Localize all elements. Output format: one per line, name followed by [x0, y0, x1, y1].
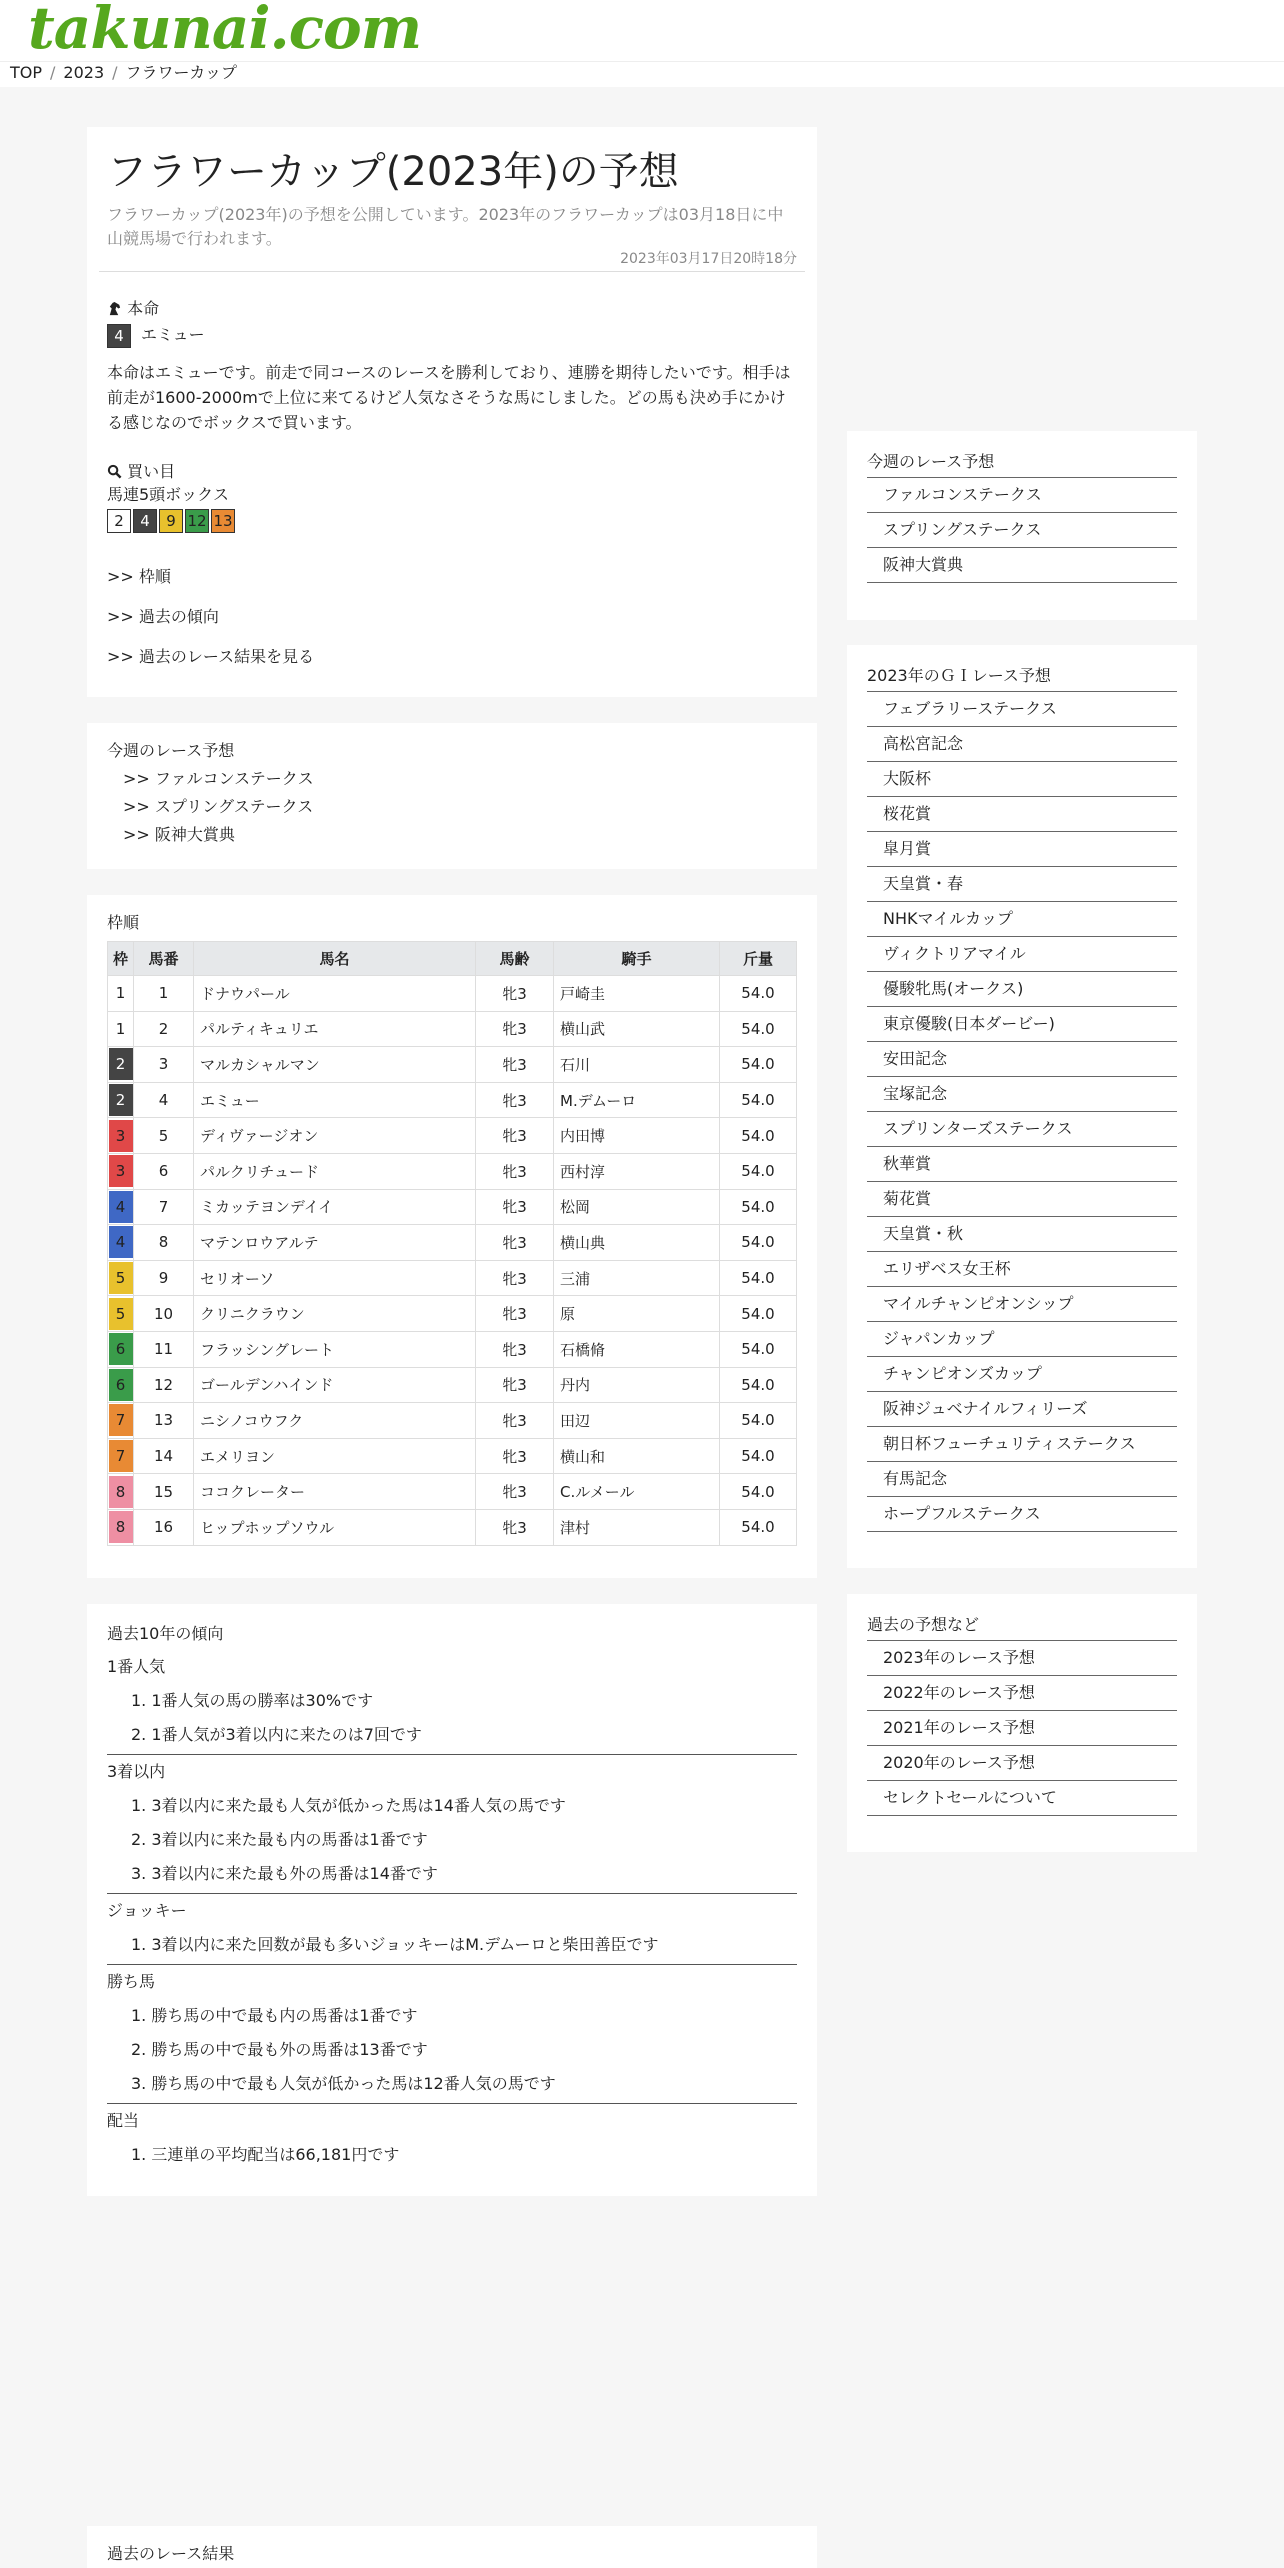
waku-cell [108, 1153, 134, 1189]
waku-badge: 3 [109, 1120, 133, 1152]
jockey-name: 石橋脩 [554, 1331, 720, 1367]
horse-name[interactable]: セリオーソ [194, 1260, 476, 1296]
kaime-number-badge: 13 [211, 509, 235, 533]
entries-table [107, 941, 797, 1546]
weight: 54.0 [720, 1296, 797, 1332]
horse-name[interactable]: ゴールデンハインド [194, 1367, 476, 1403]
sidebar-link[interactable]: 大阪杯 [867, 762, 1177, 797]
table-row [108, 1438, 797, 1474]
horse-number: 14 [134, 1438, 194, 1474]
honmei-label: 本命 [127, 299, 160, 318]
horse-number: 10 [134, 1296, 194, 1332]
sidebar-link[interactable]: ジャパンカップ [867, 1322, 1177, 1357]
table-row [108, 1509, 797, 1545]
horse-number: 11 [134, 1331, 194, 1367]
table-row [108, 1011, 797, 1047]
sidebar-link[interactable]: スプリングステークス [867, 513, 1177, 548]
horse-age: 牝3 [476, 1225, 554, 1261]
sidebar-link[interactable]: マイルチャンピオンシップ [867, 1287, 1177, 1322]
trend-heading: 勝ち馬 [107, 1972, 156, 1991]
sidebar-link[interactable]: 朝日杯フューチュリティステークス [867, 1427, 1177, 1462]
trend-item: 1. 3着以内に来た最も人気が低かった馬は14番人気の馬です [131, 1796, 566, 1815]
waku-badge: 6 [109, 1333, 133, 1365]
section-link[interactable]: >> 過去のレース結果を見る [107, 647, 315, 666]
waku-cell [108, 1260, 134, 1296]
horse-number: 6 [134, 1153, 194, 1189]
page-title: フラワーカップ(2023年)の予想 [107, 149, 679, 195]
kaime-number-badge: 4 [133, 509, 157, 533]
waku-badge: 5 [109, 1262, 133, 1294]
table-row [108, 1367, 797, 1403]
jockey-name: 西村淳 [554, 1153, 720, 1189]
waku-cell [108, 1438, 134, 1474]
table-row [108, 1260, 797, 1296]
section-link[interactable]: >> 過去の傾向 [107, 607, 219, 626]
search-icon [107, 464, 122, 479]
site-header [0, 0, 1284, 62]
sidebar-link[interactable]: 天皇賞・秋 [867, 1217, 1177, 1252]
weight: 54.0 [720, 1260, 797, 1296]
horse-age: 牝3 [476, 1331, 554, 1367]
table-row [108, 1403, 797, 1439]
table-row [108, 1189, 797, 1225]
horse-age: 牝3 [476, 1474, 554, 1510]
waku-badge: 7 [109, 1404, 133, 1436]
kaime-badges [107, 509, 797, 533]
sidebar-week-card [847, 431, 1197, 620]
trend-group [107, 1755, 797, 1894]
table-header: 馬名 [194, 942, 476, 976]
horse-name[interactable]: エメリヨン [194, 1438, 476, 1474]
trend-group [107, 1650, 797, 1755]
horse-number: 3 [134, 1047, 194, 1083]
breadcrumb-current: フラワーカップ [125, 63, 238, 82]
trend-card [87, 1604, 817, 2196]
honmei-name: エミュー [141, 325, 205, 344]
jockey-name: 石川 [554, 1047, 720, 1083]
horse-age: 牝3 [476, 1509, 554, 1545]
horse-number: 1 [134, 976, 194, 1012]
week-race-link[interactable]: >> 阪神大賞典 [123, 825, 235, 844]
horse-name[interactable]: ヒップホップソウル [194, 1509, 476, 1545]
waku-cell [108, 1509, 134, 1545]
trend-item: 2. 1番人気が3着以内に来たのは7回です [131, 1725, 422, 1744]
kaime-number-badge: 2 [107, 509, 131, 533]
sidebar-link[interactable]: ヴィクトリアマイル [867, 937, 1177, 972]
sidebar-g1-title: 2023年のＧＩレース予想 [867, 661, 1177, 692]
waku-badge: 1 [109, 1013, 133, 1045]
entries-title: 枠順 [107, 913, 140, 932]
sidebar-link[interactable]: 皐月賞 [867, 832, 1177, 867]
honmei-number-badge: 4 [107, 324, 131, 348]
jockey-name: 田辺 [554, 1403, 720, 1439]
jockey-name: 横山和 [554, 1438, 720, 1474]
horse-age: 牝3 [476, 1403, 554, 1439]
horse-age: 牝3 [476, 1082, 554, 1118]
trend-item: 3. 勝ち馬の中で最も人気が低かった馬は12番人気の馬です [131, 2074, 556, 2093]
week-races-card [87, 723, 817, 869]
table-row [108, 1331, 797, 1367]
week-race-link[interactable]: >> スプリングステークス [123, 797, 314, 816]
breadcrumb-top[interactable]: TOP [10, 63, 43, 82]
sidebar-past-title: 過去の予想など [867, 1610, 1177, 1641]
sidebar-link[interactable]: 高松宮記念 [867, 727, 1177, 762]
horse-name[interactable]: クリニクラウン [194, 1296, 476, 1332]
trend-item: 2. 勝ち馬の中で最も外の馬番は13番です [131, 2040, 428, 2059]
sidebar-link[interactable]: チャンピオンズカップ [867, 1357, 1177, 1392]
horse-name[interactable]: ミカッテヨンデイイ [194, 1189, 476, 1225]
waku-cell [108, 1011, 134, 1047]
sidebar-link[interactable]: 阪神ジュベナイルフィリーズ [867, 1392, 1177, 1427]
jockey-name: M.デムーロ [554, 1082, 720, 1118]
table-row [108, 976, 797, 1012]
sidebar-past-card [847, 1594, 1197, 1852]
table-header: 騎手 [554, 942, 720, 976]
entries-card [87, 895, 817, 1578]
trend-title: 過去10年の傾向 [107, 1624, 224, 1643]
horse-name[interactable]: パルティキュリエ [194, 1011, 476, 1047]
horse-name[interactable]: エミュー [194, 1082, 476, 1118]
waku-badge: 1 [109, 977, 133, 1009]
waku-cell [108, 1474, 134, 1510]
horse-number: 16 [134, 1509, 194, 1545]
jockey-name: C.ルメール [554, 1474, 720, 1510]
table-header: 馬齢 [476, 942, 554, 976]
horse-name[interactable]: パルクリチュード [194, 1153, 476, 1189]
weight: 54.0 [720, 1118, 797, 1154]
sidebar-link[interactable]: 宝塚記念 [867, 1077, 1177, 1112]
jockey-name: 三浦 [554, 1260, 720, 1296]
horse-number: 15 [134, 1474, 194, 1510]
waku-badge: 8 [109, 1476, 133, 1508]
waku-cell [108, 1118, 134, 1154]
sidebar-link[interactable]: 優駿牝馬(オークス) [867, 972, 1177, 1007]
trend-group [107, 1965, 797, 2104]
sidebar-link[interactable]: ホープフルステークス [867, 1497, 1177, 1532]
jockey-name: 松岡 [554, 1189, 720, 1225]
table-row [108, 1118, 797, 1154]
table-row [108, 1296, 797, 1332]
jockey-name: 内田博 [554, 1118, 720, 1154]
weight: 54.0 [720, 1082, 797, 1118]
horse-age: 牝3 [476, 1047, 554, 1083]
sidebar-link[interactable]: 阪神大賞典 [867, 548, 1177, 583]
waku-badge: 7 [109, 1440, 133, 1472]
weight: 54.0 [720, 1153, 797, 1189]
sidebar-link[interactable]: 菊花賞 [867, 1182, 1177, 1217]
past-results-card [87, 2526, 817, 2568]
waku-cell [108, 976, 134, 1012]
week-race-link[interactable]: >> ファルコンステークス [123, 769, 314, 788]
jockey-name: 戸崎圭 [554, 976, 720, 1012]
horse-number: 13 [134, 1403, 194, 1439]
waku-cell [108, 1367, 134, 1403]
sidebar-link[interactable]: フェブラリーステークス [867, 692, 1177, 727]
waku-badge: 5 [109, 1298, 133, 1330]
weight: 54.0 [720, 1367, 797, 1403]
divider [99, 271, 805, 272]
horse-number: 2 [134, 1011, 194, 1047]
waku-badge: 2 [109, 1048, 133, 1080]
horse-age: 牝3 [476, 1260, 554, 1296]
horse-age: 牝3 [476, 1189, 554, 1225]
waku-cell [108, 1082, 134, 1118]
weight: 54.0 [720, 1011, 797, 1047]
sidebar-link[interactable]: 秋華賞 [867, 1147, 1177, 1182]
weight: 54.0 [720, 1189, 797, 1225]
horse-number: 12 [134, 1367, 194, 1403]
jockey-name: 原 [554, 1296, 720, 1332]
horse-icon [107, 301, 122, 316]
horse-age: 牝3 [476, 1118, 554, 1154]
horse-number: 5 [134, 1118, 194, 1154]
trend-item: 1. 勝ち馬の中で最も内の馬番は1番です [131, 2006, 418, 2025]
waku-badge: 6 [109, 1369, 133, 1401]
horse-name[interactable]: ニシノコウフク [194, 1403, 476, 1439]
site-logo[interactable]: takunai.com [28, 0, 422, 62]
kaime-number-badge: 12 [185, 509, 209, 533]
weight: 54.0 [720, 1509, 797, 1545]
waku-cell [108, 1047, 134, 1083]
trend-item: 2. 3着以内に来た最も内の馬番は1番です [131, 1830, 428, 1849]
trend-heading: ジョッキー [107, 1901, 187, 1920]
horse-age: 牝3 [476, 1153, 554, 1189]
waku-cell [108, 1403, 134, 1439]
horse-age: 牝3 [476, 976, 554, 1012]
past-results-title: 過去のレース結果 [107, 2544, 235, 2563]
horse-name[interactable]: ココクレーター [194, 1474, 476, 1510]
trend-item: 1. 3着以内に来た回数が最も多いジョッキーはM.デムーロと柴田善臣です [131, 1935, 659, 1954]
sidebar-link[interactable]: 2021年のレース予想 [867, 1711, 1177, 1746]
table-row [108, 1082, 797, 1118]
sidebar-link[interactable]: 2020年のレース予想 [867, 1746, 1177, 1781]
waku-badge: 3 [109, 1155, 133, 1187]
trend-heading: 3着以内 [107, 1762, 166, 1781]
horse-age: 牝3 [476, 1011, 554, 1047]
sidebar-link[interactable]: 東京優駿(日本ダービー) [867, 1007, 1177, 1042]
horse-number: 7 [134, 1189, 194, 1225]
horse-name[interactable]: ディヴァージオン [194, 1118, 476, 1154]
table-row [108, 1225, 797, 1261]
sidebar-link[interactable]: 2023年のレース予想 [867, 1641, 1177, 1676]
horse-name[interactable]: ドナウパール [194, 976, 476, 1012]
section-link[interactable]: >> 枠順 [107, 567, 171, 586]
waku-cell [108, 1296, 134, 1332]
sidebar-link[interactable]: NHKマイルカップ [867, 902, 1177, 937]
kaime-type: 馬連5頭ボックス [107, 485, 230, 504]
honmei-horse [107, 322, 797, 348]
sidebar-link[interactable]: エリザベス女王杯 [867, 1252, 1177, 1287]
sidebar-link[interactable]: 2022年のレース予想 [867, 1676, 1177, 1711]
table-row [108, 1474, 797, 1510]
trend-group [107, 1894, 797, 1965]
horse-name[interactable]: マルカシャルマン [194, 1047, 476, 1083]
trend-item: 1. 1番人気の馬の勝率は30%です [131, 1691, 374, 1710]
prediction-card [87, 127, 817, 697]
horse-number: 9 [134, 1260, 194, 1296]
weight: 54.0 [720, 1403, 797, 1439]
horse-name[interactable]: フラッシングレート [194, 1331, 476, 1367]
table-row [108, 1153, 797, 1189]
horse-number: 4 [134, 1082, 194, 1118]
kaime-heading [107, 461, 797, 483]
section-links [107, 557, 797, 677]
weight: 54.0 [720, 1438, 797, 1474]
prediction-comment: 本命はエミューです。前走で同コースのレースを勝利しており、連勝を期待したいです。相手は前走が1600-2000mで上位に来てるけど人気なさそうな馬にしました。どの馬も決め手にかける感じなのでボックスで買います。 [107, 363, 791, 432]
waku-badge: 8 [109, 1511, 133, 1543]
sidebar-link[interactable]: 安田記念 [867, 1042, 1177, 1077]
weight: 54.0 [720, 976, 797, 1012]
table-row [108, 1047, 797, 1083]
sidebar-link[interactable]: 有馬記念 [867, 1462, 1177, 1497]
trend-item: 3. 3着以内に来た最も外の馬番は14番です [131, 1864, 438, 1883]
weight: 54.0 [720, 1047, 797, 1083]
waku-badge: 4 [109, 1226, 133, 1258]
kaime-label: 買い目 [127, 462, 176, 481]
honmei-heading [107, 298, 797, 320]
sidebar-link[interactable]: 天皇賞・春 [867, 867, 1177, 902]
table-header: 斤量 [720, 942, 797, 976]
horse-number: 8 [134, 1225, 194, 1261]
horse-age: 牝3 [476, 1438, 554, 1474]
weight: 54.0 [720, 1225, 797, 1261]
breadcrumb-year[interactable]: 2023 [63, 63, 105, 82]
waku-cell [108, 1189, 134, 1225]
table-header: 枠 [108, 942, 134, 976]
sidebar-week-title: 今週のレース予想 [867, 447, 1177, 478]
trend-item: 1. 三連単の平均配当は66,181円です [131, 2145, 400, 2164]
page-subtitle: フラワーカップ(2023年)の予想を公開しています。2023年のフラワーカップは03月18日に中山競馬場で行われます。 [107, 205, 784, 248]
weight: 54.0 [720, 1331, 797, 1367]
trend-heading: 配当 [107, 2111, 140, 2130]
weight: 54.0 [720, 1474, 797, 1510]
horse-name[interactable]: マテンロウアルテ [194, 1225, 476, 1261]
sidebar-link[interactable]: セレクトセールについて [867, 1781, 1177, 1816]
timestamp: 2023年03月17日20時18分 [620, 251, 797, 267]
sidebar-link[interactable]: ファルコンステークス [867, 478, 1177, 513]
sidebar-g1-card [847, 645, 1197, 1568]
waku-cell [108, 1331, 134, 1367]
jockey-name: 横山典 [554, 1225, 720, 1261]
sidebar-link[interactable]: 桜花賞 [867, 797, 1177, 832]
waku-cell [108, 1225, 134, 1261]
breadcrumb: TOP / 2023 / フラワーカップ [0, 62, 1284, 87]
table-header: 馬番 [134, 942, 194, 976]
kaime-number-badge: 9 [159, 509, 183, 533]
jockey-name: 横山武 [554, 1011, 720, 1047]
jockey-name: 津村 [554, 1509, 720, 1545]
waku-badge: 2 [109, 1084, 133, 1116]
jockey-name: 丹内 [554, 1367, 720, 1403]
waku-badge: 4 [109, 1191, 133, 1223]
week-races-title: 今週のレース予想 [107, 741, 235, 760]
horse-age: 牝3 [476, 1367, 554, 1403]
trend-heading: 1番人気 [107, 1657, 166, 1676]
horse-age: 牝3 [476, 1296, 554, 1332]
sidebar-link[interactable]: スプリンターズステークス [867, 1112, 1177, 1147]
trend-group [107, 2104, 797, 2174]
